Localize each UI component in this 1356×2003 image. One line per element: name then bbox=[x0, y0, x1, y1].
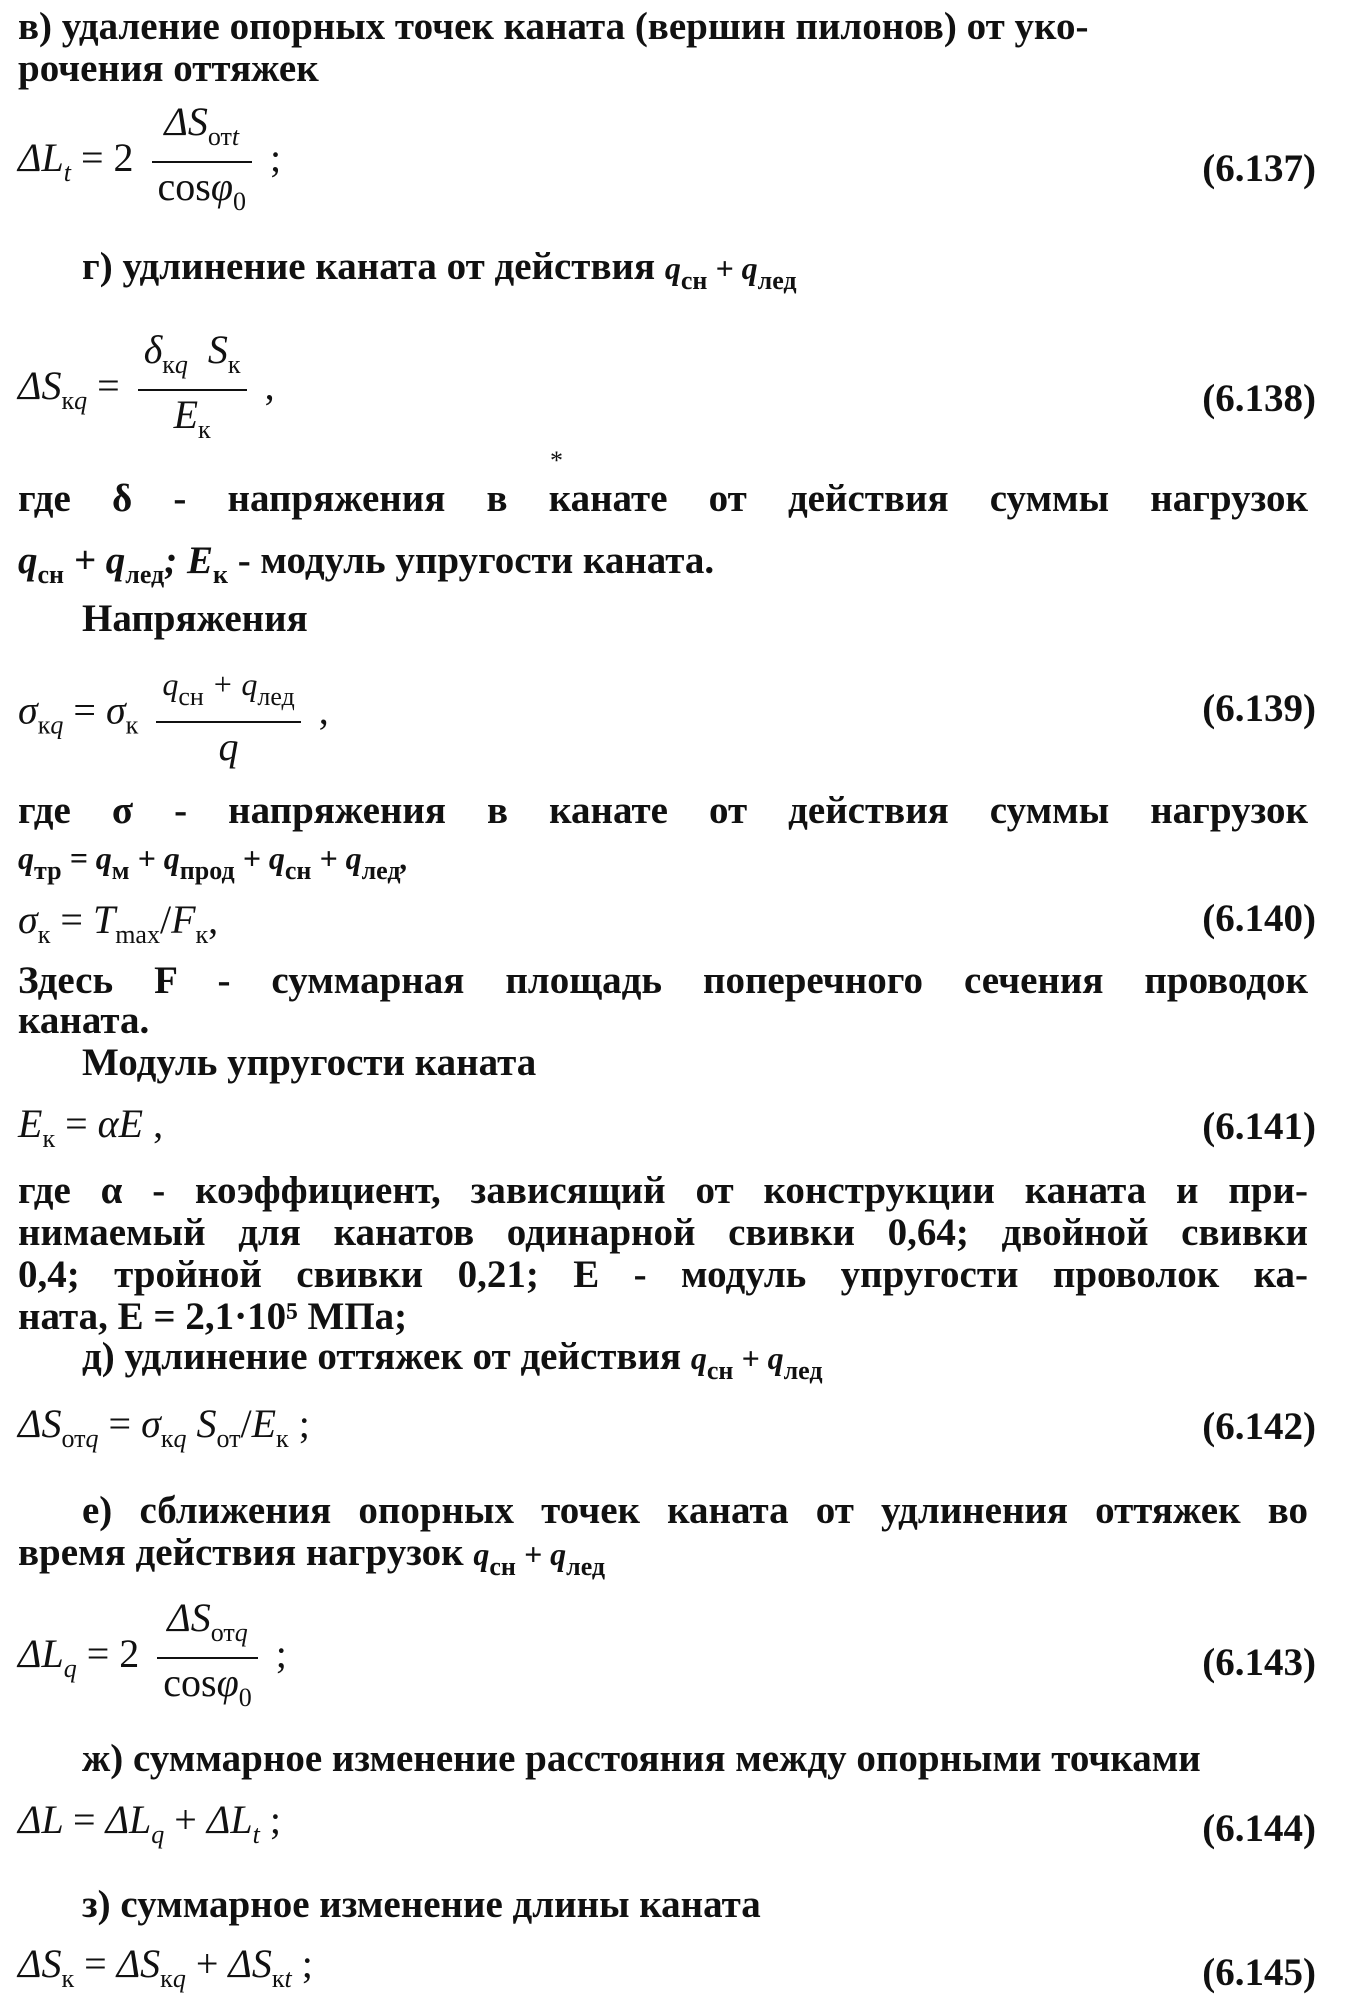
formula-6-142: $\Delta S_{отq} = \sigma_{кq}$ $S_{от}/E_к$ ; bbox=[18, 1401, 310, 1453]
item-d: д) удлинение оттяжек от действия $q_{сн} + q_{лед}$ bbox=[82, 1335, 823, 1385]
formula-6-144: $\Delta L = \Delta L_q + \Delta L_t$ ; bbox=[18, 1797, 281, 1849]
formula-6-137: $\Delta L_t = 2$ $\frac{\Delta S_{отt}}{\cos\varphi_0}$ ; bbox=[18, 99, 282, 216]
item-g: г) удлинение каната от действия $q_{сн} + q_{лед}$ bbox=[82, 245, 797, 295]
where-sigma-line1: где σ - напряжения в канате от действия суммы нагрузок bbox=[18, 789, 1308, 832]
formula-6-141: $E_к = \alpha E$ , bbox=[18, 1101, 164, 1153]
zdes-line1: Здесь F - суммарная площадь поперечного сечения проводок bbox=[18, 959, 1308, 1002]
where-delta-line2: $q_{сн} + q_{лед}$; $E_к$ - модуль упругости каната. bbox=[18, 539, 715, 589]
formula-6-145: $\Delta S_к = \Delta S_{кq} + \Delta S_{кt}$ ; bbox=[18, 1941, 313, 1993]
asterisk-mark: * bbox=[550, 446, 563, 475]
eq-number-6-140: (6.140) bbox=[1202, 897, 1316, 940]
item-e-line2: время действия нагрузок $q_{сн} + q_{лед}$ bbox=[18, 1531, 606, 1581]
zdes-line2: каната. bbox=[18, 999, 150, 1042]
alpha-line2: нимаемый для канатов одинарной свивки 0,64; двойной свивки bbox=[18, 1211, 1308, 1254]
alpha-line1: где α - коэффициент, зависящий от конструкции каната и при- bbox=[18, 1169, 1308, 1212]
item-v-line1: в) удаление опорных точек каната (вершин пилонов) от уко- bbox=[18, 5, 1089, 48]
item-v-line2: рочения оттяжек bbox=[18, 47, 319, 90]
eq-number-6-144: (6.144) bbox=[1202, 1807, 1316, 1850]
item-e-line1: е) сближения опорных точек каната от удлинения оттяжек во bbox=[82, 1489, 1308, 1532]
item-zh: ж) суммарное изменение расстояния между опорными точками bbox=[82, 1737, 1201, 1780]
where-delta-line1: где δ - напряжения в канате от действия суммы нагрузок bbox=[18, 477, 1308, 520]
alpha-line3: 0,4; тройной свивки 0,21; E - модуль упругости проволок ка- bbox=[18, 1253, 1308, 1296]
napr-heading: Напряжения bbox=[82, 597, 308, 640]
eq-number-6-143: (6.143) bbox=[1202, 1641, 1316, 1684]
eq-number-6-137: (6.137) bbox=[1202, 147, 1316, 190]
formula-6-140: $\sigma_к = T_{max}/F_к$, bbox=[18, 897, 219, 949]
alpha-line4: ната, E = 2,1·10⁵ МПа; bbox=[18, 1295, 408, 1338]
eq-number-6-145: (6.145) bbox=[1202, 1951, 1316, 1994]
formula-6-143: $\Delta L_q = 2$ $\frac{\Delta S_{отq}}{\cos\varphi_0}$ ; bbox=[18, 1595, 287, 1712]
modul-heading: Модуль упругости каната bbox=[82, 1041, 537, 1084]
eq-number-6-139: (6.139) bbox=[1202, 687, 1316, 730]
formula-6-139: $\sigma_{кq} = \sigma_к$ $\frac{q_{сн} + q_{лед}}{q}$ , bbox=[18, 660, 329, 769]
eq-number-6-138: (6.138) bbox=[1202, 377, 1316, 420]
formula-6-138: $\Delta S_{кq}$ = $\frac{\delta_{кq} S_к}{E_к}$ , bbox=[18, 327, 275, 444]
item-z: з) суммарное изменение длины каната bbox=[82, 1883, 761, 1926]
where-sigma-line2: $q_{тр} = q_м + q_{прод} + q_{сн} + q_{лед}$, bbox=[18, 840, 409, 885]
eq-number-6-141: (6.141) bbox=[1202, 1105, 1316, 1148]
eq-number-6-142: (6.142) bbox=[1202, 1405, 1316, 1448]
